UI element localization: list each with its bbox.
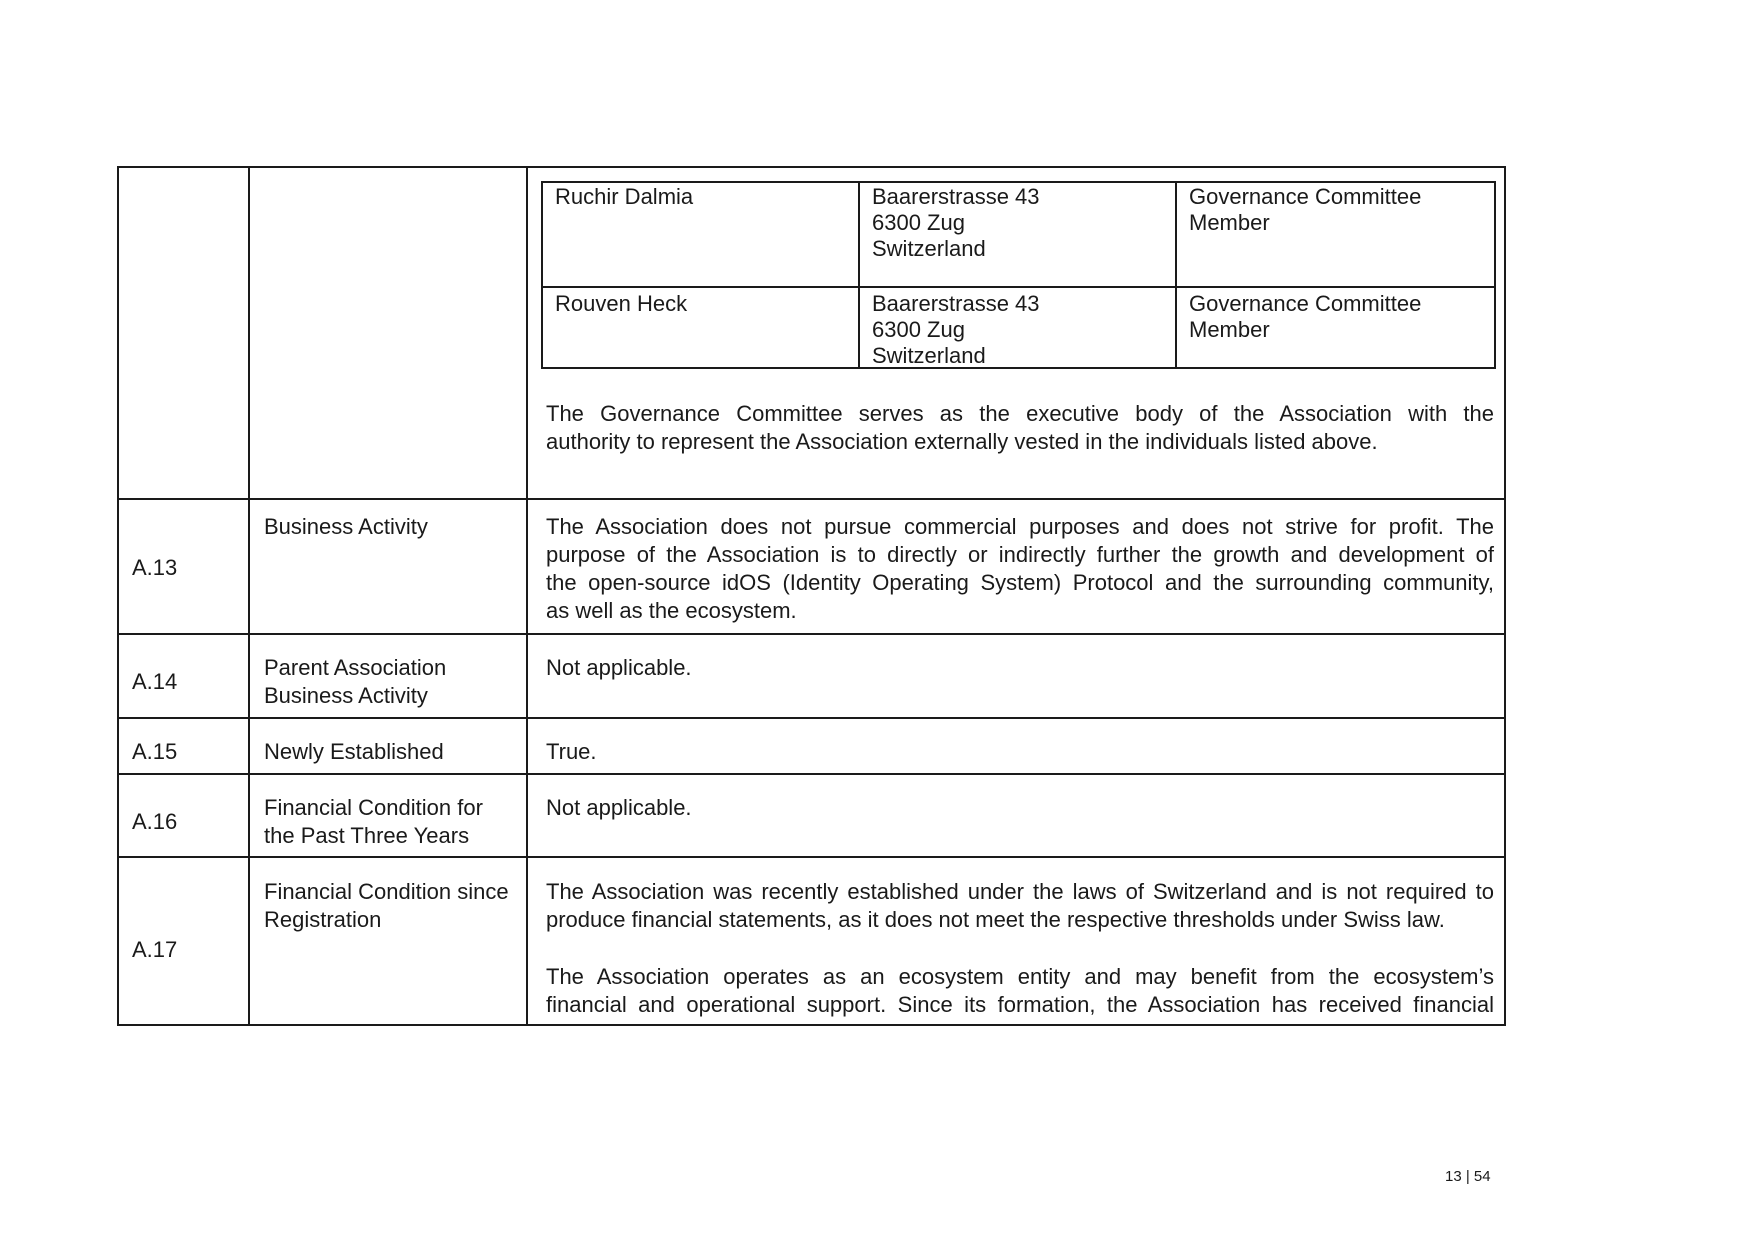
row-content-line: purpose of the Association is to directly or indirectly further the growth and development of [546, 542, 1494, 567]
member-name [555, 184, 693, 210]
role-line: Member [1189, 210, 1270, 235]
row-content-line: financial and operational support. Since its formation, the Association has received financial [546, 992, 1494, 1017]
row-id: A.14 [132, 669, 178, 694]
governance-note-line: The Governance Committee serves as the executive body of the Association with the [546, 401, 1494, 426]
member-address [872, 291, 1040, 369]
row-content-line: produce financial statements, as it does not meet the respective thresholds under Swiss law. [546, 907, 1445, 932]
row-content-line: the open-source idOS (Identity Operating System) Protocol and the surrounding community, [546, 570, 1494, 595]
address-line: Baarerstrasse 43 [872, 291, 1040, 316]
governance-row-divider [541, 286, 1496, 288]
member-name-text: Rouven Heck [555, 291, 688, 316]
address-line: Switzerland [872, 236, 986, 261]
column-divider [248, 166, 250, 1026]
row-divider [117, 773, 1506, 775]
address-line: Baarerstrasse 43 [872, 184, 1040, 209]
row-content-line: The Association was recently established under the laws of Switzerland and is not required to [546, 879, 1494, 904]
role-line: Member [1189, 317, 1270, 342]
row-id: A.16 [132, 809, 178, 834]
member-address [872, 184, 1040, 262]
row-label: Parent Association [264, 655, 447, 680]
address-line: 6300 Zug [872, 317, 965, 342]
row-id: A.17 [132, 937, 178, 962]
column-divider [526, 166, 528, 1026]
row-label: Business Activity [264, 514, 428, 539]
member-name [555, 291, 687, 317]
page-number: 13 | 54 [1445, 1168, 1491, 1185]
address-line: Switzerland [872, 343, 986, 368]
row-content-line: True. [546, 739, 597, 764]
row-label: Financial Condition since [264, 879, 509, 904]
member-role [1189, 291, 1421, 343]
row-id: A.13 [132, 555, 178, 580]
row-label: Registration [264, 907, 382, 932]
row-label: Business Activity [264, 683, 428, 708]
row-content-line: The Association operates as an ecosystem entity and may benefit from the ecosystem’s [546, 964, 1494, 989]
row-divider [117, 856, 1506, 858]
address-line: 6300 Zug [872, 210, 965, 235]
member-role [1189, 184, 1421, 236]
row-divider [117, 498, 1506, 500]
governance-column-divider [858, 181, 860, 369]
row-content-line: The Association does not pursue commercial purposes and does not strive for profit. The [546, 514, 1494, 539]
governance-column-divider [1175, 181, 1177, 369]
row-content-line: Not applicable. [546, 655, 692, 680]
row-content-line: Not applicable. [546, 795, 692, 820]
row-label: the Past Three Years [264, 823, 470, 848]
member-name-text: Ruchir Dalmia [555, 184, 694, 209]
row-divider [117, 717, 1506, 719]
row-divider [117, 633, 1506, 635]
row-label: Newly Established [264, 739, 444, 764]
row-label: Financial Condition for [264, 795, 483, 820]
role-line: Governance Committee [1189, 184, 1422, 209]
governance-note-line: authority to represent the Association externally vested in the individuals listed above. [546, 429, 1378, 454]
row-content-line: as well as the ecosystem. [546, 598, 797, 623]
role-line: Governance Committee [1189, 291, 1422, 316]
row-id: A.15 [132, 739, 178, 764]
